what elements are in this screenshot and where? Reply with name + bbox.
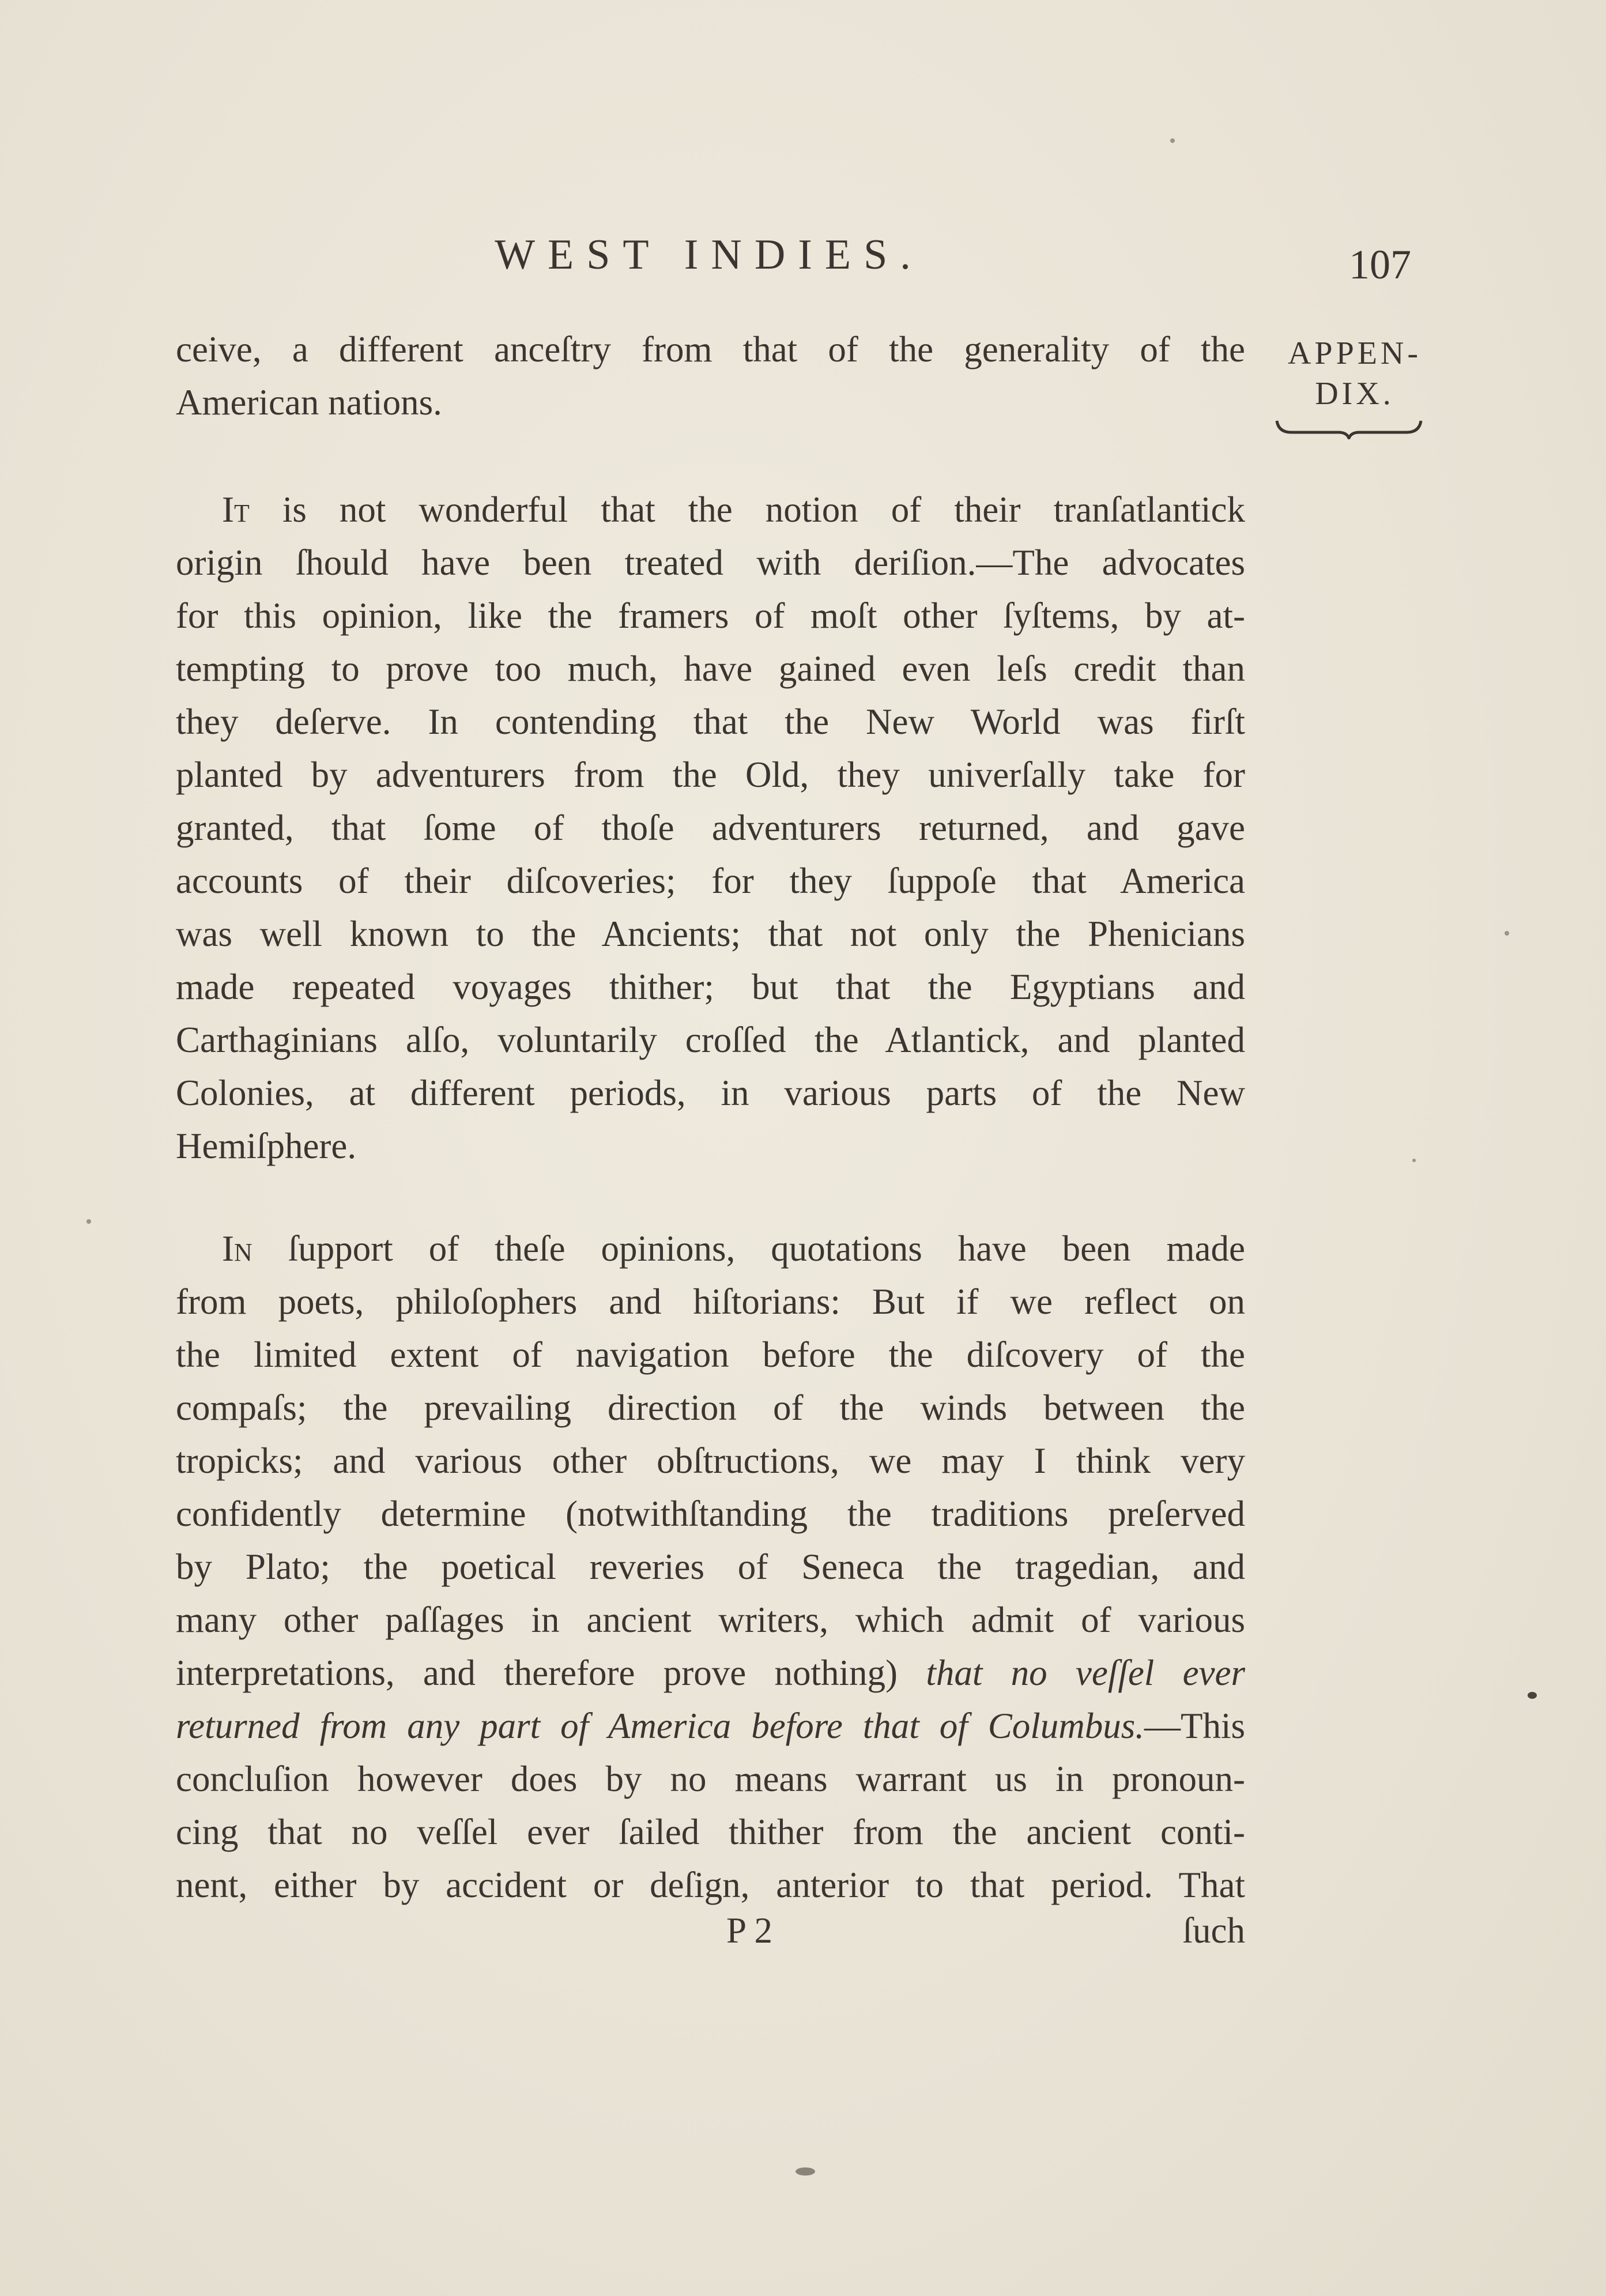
page-footer xyxy=(176,1904,1245,1957)
margin-note-line: APPEN- xyxy=(1287,335,1422,371)
text-line: cing that no veſſel ever ſailed thither from the ancient conti- xyxy=(176,1812,1245,1852)
text-line: granted, that ſome of thoſe adventurers returned, and gave xyxy=(176,808,1245,848)
text-line-rest: is not wonderful that the notion of their tranſatlantick xyxy=(249,489,1245,530)
brace-ornament xyxy=(1274,416,1424,439)
text-line: they deſerve. In contending that the New World was firſt xyxy=(176,702,1245,742)
text-line: for this opinion, like the framers of moſt other ſyſtems, by at- xyxy=(176,595,1245,636)
text-line xyxy=(176,1222,1245,1275)
paragraph-2 xyxy=(176,483,1245,1172)
text-line: the limited extent of navigation before the diſcovery of the xyxy=(176,1334,1245,1375)
text-line: was well known to the Ancients; that not only the Phenicians xyxy=(176,914,1245,954)
text-line: tempting to prove too much, have gained even leſs credit than xyxy=(176,649,1245,689)
paragraph-1 xyxy=(176,323,1245,429)
paper-speck xyxy=(1505,931,1509,936)
text-line-rest: ſupport of theſe opinions, quotations have been made xyxy=(252,1228,1245,1269)
text-line: Colonies, at different periods, in various parts of the New xyxy=(176,1073,1245,1113)
text-line: ceive, a different anceſtry from that of the generality of the xyxy=(176,329,1245,370)
text-line: American nations. xyxy=(176,382,442,423)
text-line: many other paſſages in ancient writers, which admit of various xyxy=(176,1600,1245,1640)
text-segment: interpretations, and therefore prove nothing) xyxy=(176,1653,926,1693)
text-line: nent, either by accident or deſign, anterior to that period. That xyxy=(176,1865,1245,1905)
signature-mark: P 2 xyxy=(726,1910,772,1951)
text-line: accounts of their diſcoveries; for they ſuppoſe that America xyxy=(176,861,1245,901)
text-line: tropicks; and various other obſtructions, we may I think very xyxy=(176,1441,1245,1481)
text-line: concluſion however does by no means warrant us in pronoun- xyxy=(176,1759,1245,1799)
text-line: made repeated voyages thither; but that the Egyptians and xyxy=(176,967,1245,1007)
text-line xyxy=(176,1699,1245,1752)
paper-speck xyxy=(796,2167,815,2176)
paper-speck xyxy=(86,1219,91,1224)
paragraph-lead: In xyxy=(222,1228,252,1269)
text-line: compaſs; the prevailing direction of the winds between the xyxy=(176,1388,1245,1428)
paper-speck xyxy=(1412,1159,1416,1162)
paragraph-lead: It xyxy=(222,489,250,530)
text-segment: —This xyxy=(1144,1706,1245,1746)
paper-speck xyxy=(1528,1692,1537,1699)
text-line: origin ſhould have been treated with deriſion.—The advocates xyxy=(176,542,1245,583)
page-number: 107 xyxy=(1349,242,1411,288)
italic-segment: that no veſſel ever xyxy=(926,1653,1245,1693)
text-line: by Plato; the poetical reveries of Seneca the tragedian, and xyxy=(176,1547,1245,1587)
catchword: ſuch xyxy=(1182,1910,1245,1951)
text-line: Carthaginians alſo, voluntarily croſſed the Atlantick, and planted xyxy=(176,1020,1245,1060)
italic-segment: returned from any part of America before that of Columbus. xyxy=(176,1706,1144,1746)
text-line: planted by adventurers from the Old, they univerſally take for xyxy=(176,755,1245,795)
text-line: from poets, philoſophers and hiſtorians: But if we reflect on xyxy=(176,1281,1245,1322)
running-head: WEST INDIES. xyxy=(495,231,923,278)
text-line: confidently determine (notwithſtanding the traditions preſerved xyxy=(176,1494,1245,1534)
text-line: Hemiſphere. xyxy=(176,1126,357,1166)
paper-speck xyxy=(1170,138,1175,143)
paragraph-3 xyxy=(176,1222,1245,1912)
margin-note-line: DIX. xyxy=(1315,376,1394,412)
text-line xyxy=(176,1646,1245,1699)
margin-note xyxy=(1268,333,1441,414)
text-line xyxy=(176,483,1245,536)
